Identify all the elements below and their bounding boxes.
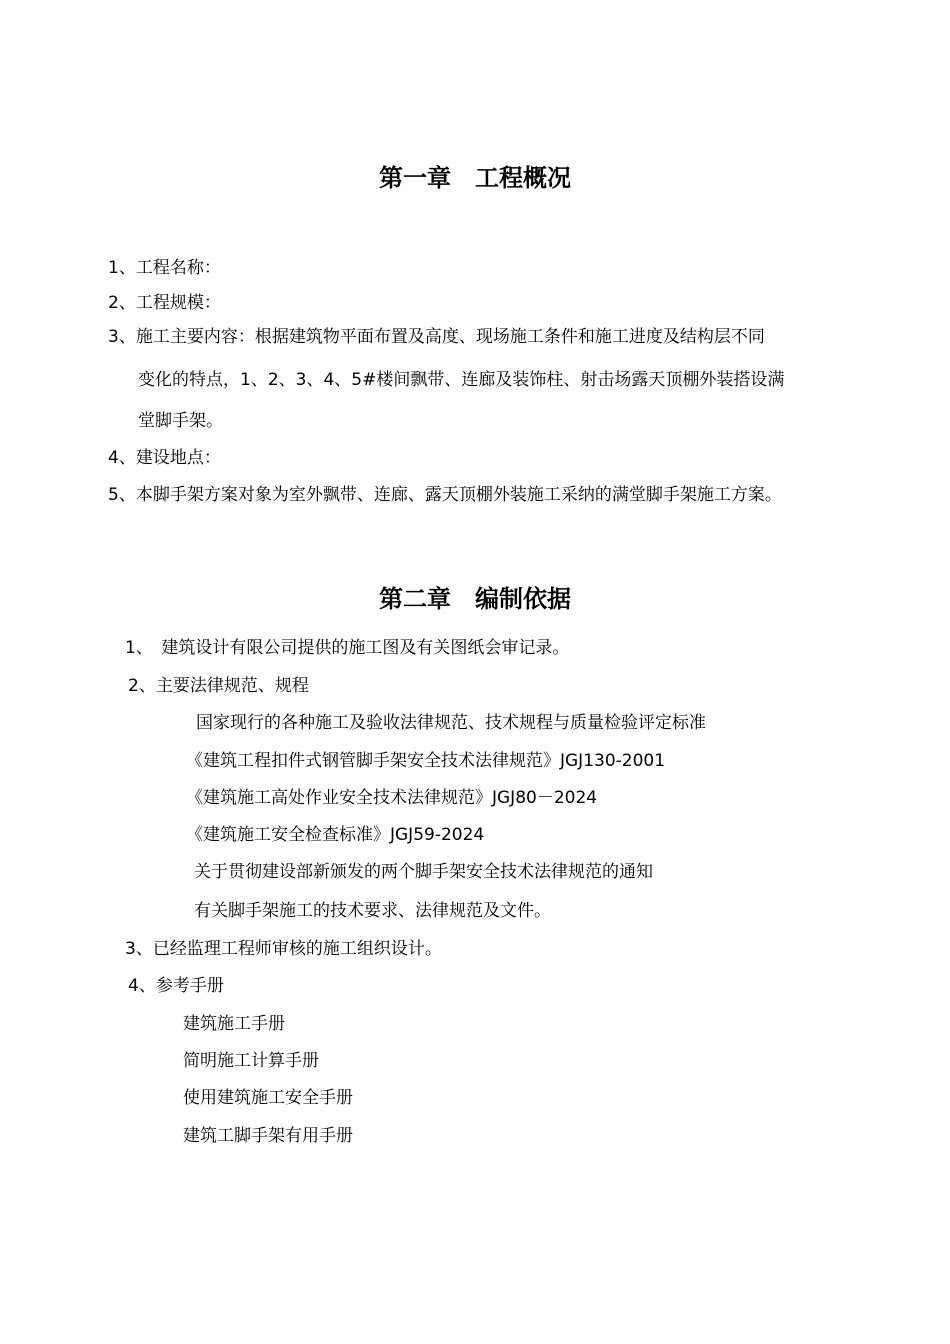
regulation-jgj130: 《建筑工程扣件式钢管脚手架安全技术法律规范》JGJ130-2001 (186, 751, 666, 771)
chapter-1-title: 第一章 工程概况 (379, 164, 571, 192)
regulation-jgj59: 《建筑施工安全检查标准》JGJ59-2024 (186, 825, 485, 845)
regulation-ministry-notice: 关于贯彻建设部新颁发的两个脚手架安全技术法律规范的通知 (194, 862, 653, 882)
chapter-2-item-organization-design: 3、已经监理工程师审核的施工组织设计。 (125, 939, 442, 959)
manual-scaffolding: 建筑工脚手架有用手册 (183, 1126, 353, 1146)
chapter-2-title: 第二章 编制依据 (379, 585, 571, 613)
chapter-1-item-content-line2: 变化的特点，1、2、3、4、5#楼间飘带、连廊及装饰柱、射击场露天顶棚外装搭设满 (138, 370, 785, 390)
chapter-2-item-regulations: 2、主要法律规范、规程 (128, 676, 309, 696)
chapter-1-item-name: 1、工程名称： (108, 258, 221, 278)
regulation-technical-requirements: 有关脚手架施工的技术要求、法律规范及文件。 (194, 901, 551, 921)
manual-calculation: 简明施工计算手册 (183, 1051, 319, 1071)
manual-safety: 使用建筑施工安全手册 (183, 1088, 353, 1108)
manual-construction: 建筑施工手册 (183, 1014, 285, 1034)
chapter-1-item-scale: 2、工程规模： (108, 293, 221, 313)
chapter-1-item-scope: 5、本脚手架方案对象为室外飘带、连廊、露天顶棚外装施工采纳的满堂脚手架施工方案。 (108, 485, 782, 505)
regulation-national-standards: 国家现行的各种施工及验收法律规范、技术规程与质量检验评定标准 (196, 713, 706, 733)
chapter-1-item-content-line3: 堂脚手架。 (138, 411, 223, 431)
chapter-1-item-location: 4、建设地点： (108, 448, 221, 468)
chapter-2-item-drawings: 1、 建筑设计有限公司提供的施工图及有关图纸会审记录。 (125, 638, 570, 658)
chapter-1-item-content-line1: 3、施工主要内容：根据建筑物平面布置及高度、现场施工条件和施工进度及结构层不同 (108, 327, 765, 347)
chapter-2-item-reference-manuals: 4、参考手册 (128, 976, 224, 996)
regulation-jgj80: 《建筑施工高处作业安全技术法律规范》JGJ80－2024 (186, 788, 598, 808)
